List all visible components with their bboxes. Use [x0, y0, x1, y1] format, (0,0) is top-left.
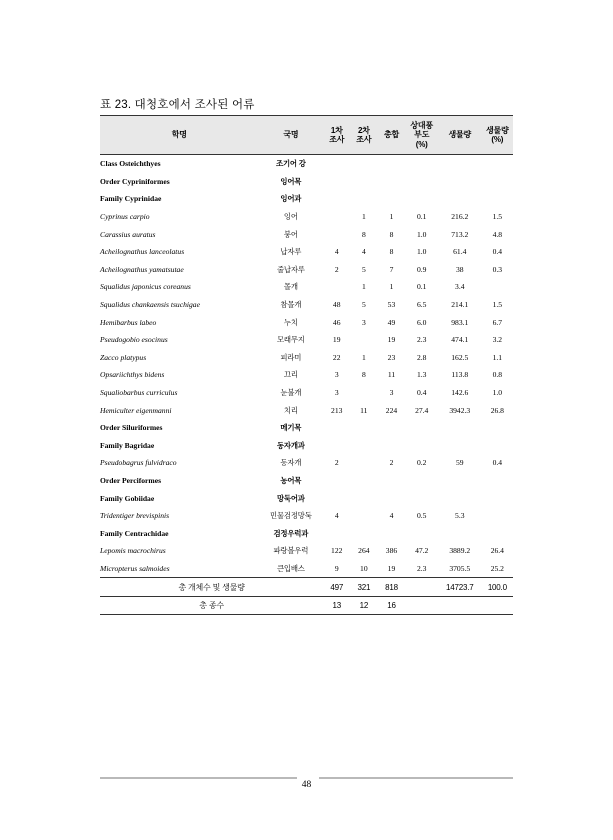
table-row	[100, 454, 513, 472]
table-row	[100, 349, 513, 367]
cell-s2	[350, 489, 377, 507]
cell-scientific-name: Order Siluriformes	[100, 423, 163, 433]
cell-bio: 162.5	[451, 352, 469, 362]
biomass-pct-line1: 생물량	[486, 125, 509, 135]
cell-bio: 214.1	[451, 300, 469, 310]
cell-rel: 2.3	[416, 563, 427, 573]
column-header-biomass-pct	[482, 116, 513, 155]
cell-s1	[323, 225, 350, 243]
cell-scientific-name: Tridentiger brevispinis	[100, 511, 170, 521]
cell-biop: 0.4	[492, 458, 503, 468]
rel-line2: 부도	[414, 130, 430, 140]
cell-s2: 10	[360, 563, 368, 573]
cell-scientific-name: Lepomis macrochirus	[100, 546, 166, 556]
cell-rel: 0.1	[416, 212, 427, 222]
cell-bio	[438, 472, 482, 490]
column-header-scientific-name: 학명	[100, 116, 259, 155]
cell-s1	[323, 208, 350, 226]
cell-s2	[350, 437, 377, 455]
table-summary-row	[100, 578, 513, 597]
cell-biop	[482, 489, 513, 507]
cell-total: 1	[389, 282, 394, 292]
table-row	[100, 507, 513, 525]
cell-s2: 5	[361, 300, 366, 310]
cell-bio	[438, 489, 482, 507]
cell-s1	[323, 524, 350, 542]
cell-total	[377, 472, 405, 490]
cell-total	[377, 155, 405, 173]
cell-scientific-name: Carassius auratus	[100, 229, 156, 239]
cell-scientific-name: Pseudogobio esocinus	[100, 335, 168, 345]
cell-biop: 6.7	[492, 317, 503, 327]
cell-korean-name: 누치	[283, 317, 298, 327]
table-row	[100, 524, 513, 542]
cell-bio: 3889.2	[449, 546, 471, 556]
column-header-survey2	[350, 116, 377, 155]
cell-bio: 3942.3	[449, 405, 471, 415]
cell-bio: 474.1	[451, 335, 469, 345]
cell-korean-name: 잉어과	[280, 194, 302, 204]
cell-bio	[438, 524, 482, 542]
cell-korean-name: 동자개과	[276, 440, 305, 450]
cell-bio: 3.4	[455, 282, 465, 292]
cell-total: 19	[387, 335, 396, 345]
cell-bio	[438, 419, 482, 437]
column-header-survey1	[323, 116, 350, 155]
table-row	[100, 313, 513, 331]
cell-rel: 1.3	[416, 370, 427, 380]
cell-korean-name: 민물검정망둑	[270, 511, 312, 521]
cell-bio: 3705.5	[449, 563, 471, 573]
cell-summary-label: 총 종수	[100, 596, 323, 615]
cell-s1: 2	[334, 264, 339, 274]
cell-scientific-name: Opsariichthys bidens	[100, 370, 165, 380]
cell-scientific-name: Squalidus japonicus coreanus	[100, 282, 191, 292]
cell-s1: 213	[331, 405, 343, 415]
cell-s2: 1	[361, 212, 366, 222]
cell-s2	[350, 524, 377, 542]
cell-summary-biop: 100.0	[482, 578, 513, 597]
cell-scientific-name: Squaliobarbus curriculus	[100, 388, 178, 398]
cell-scientific-name: Hemibarbus labeo	[100, 317, 157, 327]
cell-s1	[323, 489, 350, 507]
cell-korean-name: 조기어 강	[276, 159, 306, 169]
cell-rel: 0.2	[416, 458, 427, 468]
cell-total: 3	[389, 388, 394, 398]
cell-s1: 46	[332, 317, 341, 327]
cell-total: 23	[387, 352, 396, 362]
cell-total: 2	[389, 458, 394, 468]
cell-s2	[350, 384, 377, 402]
cell-korean-name: 잉어	[283, 212, 298, 222]
cell-rel: 0.1	[416, 282, 427, 292]
cell-total	[377, 437, 405, 455]
page-number: 48	[301, 780, 312, 790]
table-row	[100, 208, 513, 226]
cell-summary-rel	[406, 596, 438, 615]
cell-summary-total: 16	[377, 596, 405, 615]
cell-bio: 5.3	[455, 511, 465, 521]
cell-s2	[350, 419, 377, 437]
cell-total: 7	[389, 264, 394, 274]
cell-biop: 1.5	[492, 300, 503, 310]
cell-scientific-name: Squalidus chankaensis tsuchigae	[100, 300, 200, 310]
survey2-line1: 2차	[357, 125, 370, 135]
table-row	[100, 419, 513, 437]
cell-biop	[482, 419, 513, 437]
cell-scientific-name: Acheilognathus yamatsutae	[100, 264, 184, 274]
table-row	[100, 331, 513, 349]
cell-bio: 59	[455, 458, 464, 468]
cell-scientific-name: Order Cypriniformes	[100, 176, 170, 186]
cell-korean-name: 큰입배스	[276, 563, 305, 573]
cell-korean-name: 치리	[283, 405, 298, 415]
cell-korean-name: 붕어	[283, 229, 298, 239]
cell-rel	[406, 419, 438, 437]
table-row	[100, 190, 513, 208]
cell-biop: 3.2	[492, 335, 503, 345]
cell-total: 49	[387, 317, 396, 327]
cell-s1: 19	[332, 335, 341, 345]
cell-s2: 3	[361, 317, 366, 327]
cell-biop	[482, 507, 513, 525]
biomass-pct-line2: (%)	[491, 135, 504, 144]
table-row	[100, 401, 513, 419]
cell-summary-biop	[482, 596, 513, 615]
cell-rel: 2.8	[416, 352, 427, 362]
table-row	[100, 437, 513, 455]
cell-korean-name: 망둑어과	[276, 493, 305, 503]
cell-biop: 1.5	[492, 212, 503, 222]
rel-line3: (%)	[415, 139, 428, 149]
cell-rel: 2.3	[416, 335, 427, 345]
cell-rel: 0.5	[416, 511, 427, 521]
cell-summary-s2: 321	[350, 578, 377, 597]
cell-korean-name: 끄리	[283, 370, 298, 380]
cell-korean-name: 동자개	[280, 458, 302, 468]
cell-korean-name: 모래무지	[276, 335, 305, 345]
table-row	[100, 542, 513, 560]
cell-s1	[323, 437, 350, 455]
cell-rel: 0.4	[416, 388, 427, 398]
column-header-relative-abundance	[406, 116, 438, 155]
cell-s2	[350, 472, 377, 490]
cell-korean-name: 검정우럭과	[273, 528, 309, 538]
column-header-biomass: 생물량	[438, 116, 482, 155]
table-row	[100, 155, 513, 173]
cell-bio: 983.1	[451, 317, 469, 327]
cell-bio: 713.2	[451, 229, 469, 239]
cell-korean-name: 농어목	[280, 475, 302, 485]
cell-rel	[406, 472, 438, 490]
table-row	[100, 489, 513, 507]
cell-s2	[350, 173, 377, 191]
cell-total	[377, 524, 405, 542]
cell-korean-name: 파랑볼우럭	[273, 546, 309, 556]
cell-scientific-name: Acheilognathus lanceolatus	[100, 247, 185, 257]
cell-biop	[482, 437, 513, 455]
cell-bio	[438, 190, 482, 208]
cell-summary-bio	[438, 596, 482, 615]
cell-rel: 6.5	[416, 300, 427, 310]
cell-s1: 2	[334, 458, 339, 468]
cell-korean-name: 참몰개	[280, 300, 302, 310]
survey2-line2: 조사	[356, 135, 372, 144]
cell-korean-name: 줄납자루	[276, 264, 305, 274]
cell-s1: 48	[332, 300, 341, 310]
cell-biop	[482, 190, 513, 208]
cell-s2: 11	[360, 405, 368, 415]
cell-scientific-name: Family Centrachidae	[100, 528, 169, 538]
cell-biop: 1.0	[492, 388, 503, 398]
cell-s2: 8	[361, 370, 366, 380]
cell-s2	[350, 507, 377, 525]
cell-total: 224	[385, 405, 398, 415]
cell-biop	[482, 155, 513, 173]
cell-summary-bio: 14723.7	[438, 578, 482, 597]
cell-rel: 1.0	[416, 247, 427, 257]
cell-s1: 9	[334, 563, 339, 573]
cell-biop	[482, 278, 513, 296]
cell-korean-name: 납자루	[280, 247, 302, 257]
cell-s1	[323, 419, 350, 437]
cell-s1	[323, 155, 350, 173]
cell-s1: 3	[334, 370, 339, 380]
cell-scientific-name: Pseudobagrus fulvidraco	[100, 458, 177, 468]
cell-biop	[482, 524, 513, 542]
table-row	[100, 173, 513, 191]
cell-total: 53	[387, 300, 396, 310]
cell-s1	[323, 472, 350, 490]
cell-s1: 22	[332, 352, 341, 362]
cell-biop: 4.8	[492, 229, 503, 239]
cell-bio: 216.2	[451, 212, 469, 222]
cell-s1	[323, 173, 350, 191]
cell-total: 8	[389, 229, 394, 239]
cell-rel	[406, 190, 438, 208]
column-header-korean-name: 국명	[259, 116, 324, 155]
cell-total: 19	[387, 563, 396, 573]
fish-survey-table	[100, 115, 513, 615]
cell-s1: 122	[331, 546, 343, 556]
cell-s2	[350, 331, 377, 349]
cell-scientific-name: Cyprinus carpio	[100, 212, 150, 222]
cell-biop	[482, 173, 513, 191]
cell-summary-s1: 13	[323, 596, 350, 615]
table-row	[100, 366, 513, 384]
cell-rel	[406, 489, 438, 507]
cell-summary-s1: 497	[323, 578, 350, 597]
table-header-row	[100, 116, 513, 155]
cell-bio: 142.6	[451, 388, 469, 398]
cell-scientific-name: Zacco platypus	[100, 352, 147, 362]
cell-rel: 1.0	[416, 229, 427, 239]
table-row	[100, 384, 513, 402]
cell-biop	[482, 472, 513, 490]
cell-rel: 6.0	[416, 317, 427, 327]
table-body	[100, 155, 513, 615]
cell-s2: 5	[361, 264, 366, 274]
cell-biop: 0.3	[492, 264, 503, 274]
cell-total: 386	[385, 546, 398, 556]
rel-line1: 상대풍	[410, 121, 433, 131]
table-row	[100, 243, 513, 261]
table-row	[100, 225, 513, 243]
cell-korean-name: 눈불개	[280, 388, 302, 398]
cell-rel	[406, 155, 438, 173]
cell-s2	[350, 155, 377, 173]
cell-s1: 4	[334, 511, 339, 521]
cell-total: 4	[389, 511, 394, 521]
cell-scientific-name: Family Gobiidae	[100, 493, 155, 503]
cell-total: 8	[389, 247, 394, 257]
cell-scientific-name: Family Bagridae	[100, 440, 155, 450]
table-header	[100, 116, 513, 155]
cell-scientific-name: Family Cyprinidae	[100, 194, 162, 204]
cell-biop: 25.2	[490, 563, 504, 573]
cell-summary-total: 818	[377, 578, 405, 597]
cell-rel: 27.4	[415, 405, 429, 415]
cell-s2	[350, 190, 377, 208]
cell-total	[377, 190, 405, 208]
cell-biop: 0.8	[492, 370, 503, 380]
cell-total: 11	[387, 370, 396, 380]
cell-rel: 0.9	[416, 264, 427, 274]
cell-total	[377, 489, 405, 507]
cell-s2: 4	[361, 247, 366, 257]
cell-bio: 38	[455, 264, 464, 274]
cell-biop: 0.4	[492, 247, 503, 257]
cell-bio	[438, 155, 482, 173]
cell-biop: 26.8	[490, 405, 504, 415]
cell-korean-name: 몰개	[283, 282, 298, 292]
table-row	[100, 261, 513, 279]
cell-biop: 26.4	[490, 546, 504, 556]
cell-scientific-name: Micropterus salmoides	[100, 563, 170, 573]
cell-biop: 1.1	[492, 352, 503, 362]
table-row	[100, 278, 513, 296]
survey1-line1: 1차	[330, 125, 343, 135]
cell-s1: 3	[334, 388, 339, 398]
cell-summary-s2: 12	[350, 596, 377, 615]
cell-rel	[406, 437, 438, 455]
cell-s1: 4	[334, 247, 339, 257]
cell-rel	[406, 524, 438, 542]
cell-s2	[350, 454, 377, 472]
cell-bio	[438, 173, 482, 191]
cell-korean-name: 잉어목	[280, 176, 302, 186]
cell-total: 1	[389, 212, 394, 222]
survey1-line2: 조사	[329, 135, 345, 144]
table-summary-row	[100, 596, 513, 615]
cell-s1	[323, 190, 350, 208]
cell-scientific-name: Hemiculter eigenmanni	[100, 405, 172, 415]
cell-korean-name: 피라미	[280, 352, 302, 362]
cell-s2: 264	[358, 546, 370, 556]
cell-korean-name: 메기목	[280, 423, 302, 433]
cell-bio: 113.8	[451, 370, 469, 380]
cell-rel: 47.2	[415, 546, 429, 556]
cell-total	[377, 419, 405, 437]
cell-s2: 8	[361, 229, 366, 239]
cell-bio: 61.4	[453, 247, 467, 257]
table-row	[100, 560, 513, 578]
cell-scientific-name: Class Osteichthyes	[100, 159, 161, 169]
cell-rel	[406, 173, 438, 191]
cell-summary-rel	[406, 578, 438, 597]
column-header-total: 총합	[377, 116, 405, 155]
cell-s2: 1	[361, 352, 366, 362]
table-row	[100, 296, 513, 314]
cell-total	[377, 173, 405, 191]
cell-s1	[323, 278, 350, 296]
cell-summary-label: 총 개체수 및 생물량	[100, 578, 323, 597]
cell-bio	[438, 437, 482, 455]
table-caption: 표 23. 대청호에서 조사된 어류	[100, 99, 255, 111]
cell-scientific-name: Order Perciformes	[100, 475, 162, 485]
table-row	[100, 472, 513, 490]
cell-s2: 1	[361, 282, 366, 292]
